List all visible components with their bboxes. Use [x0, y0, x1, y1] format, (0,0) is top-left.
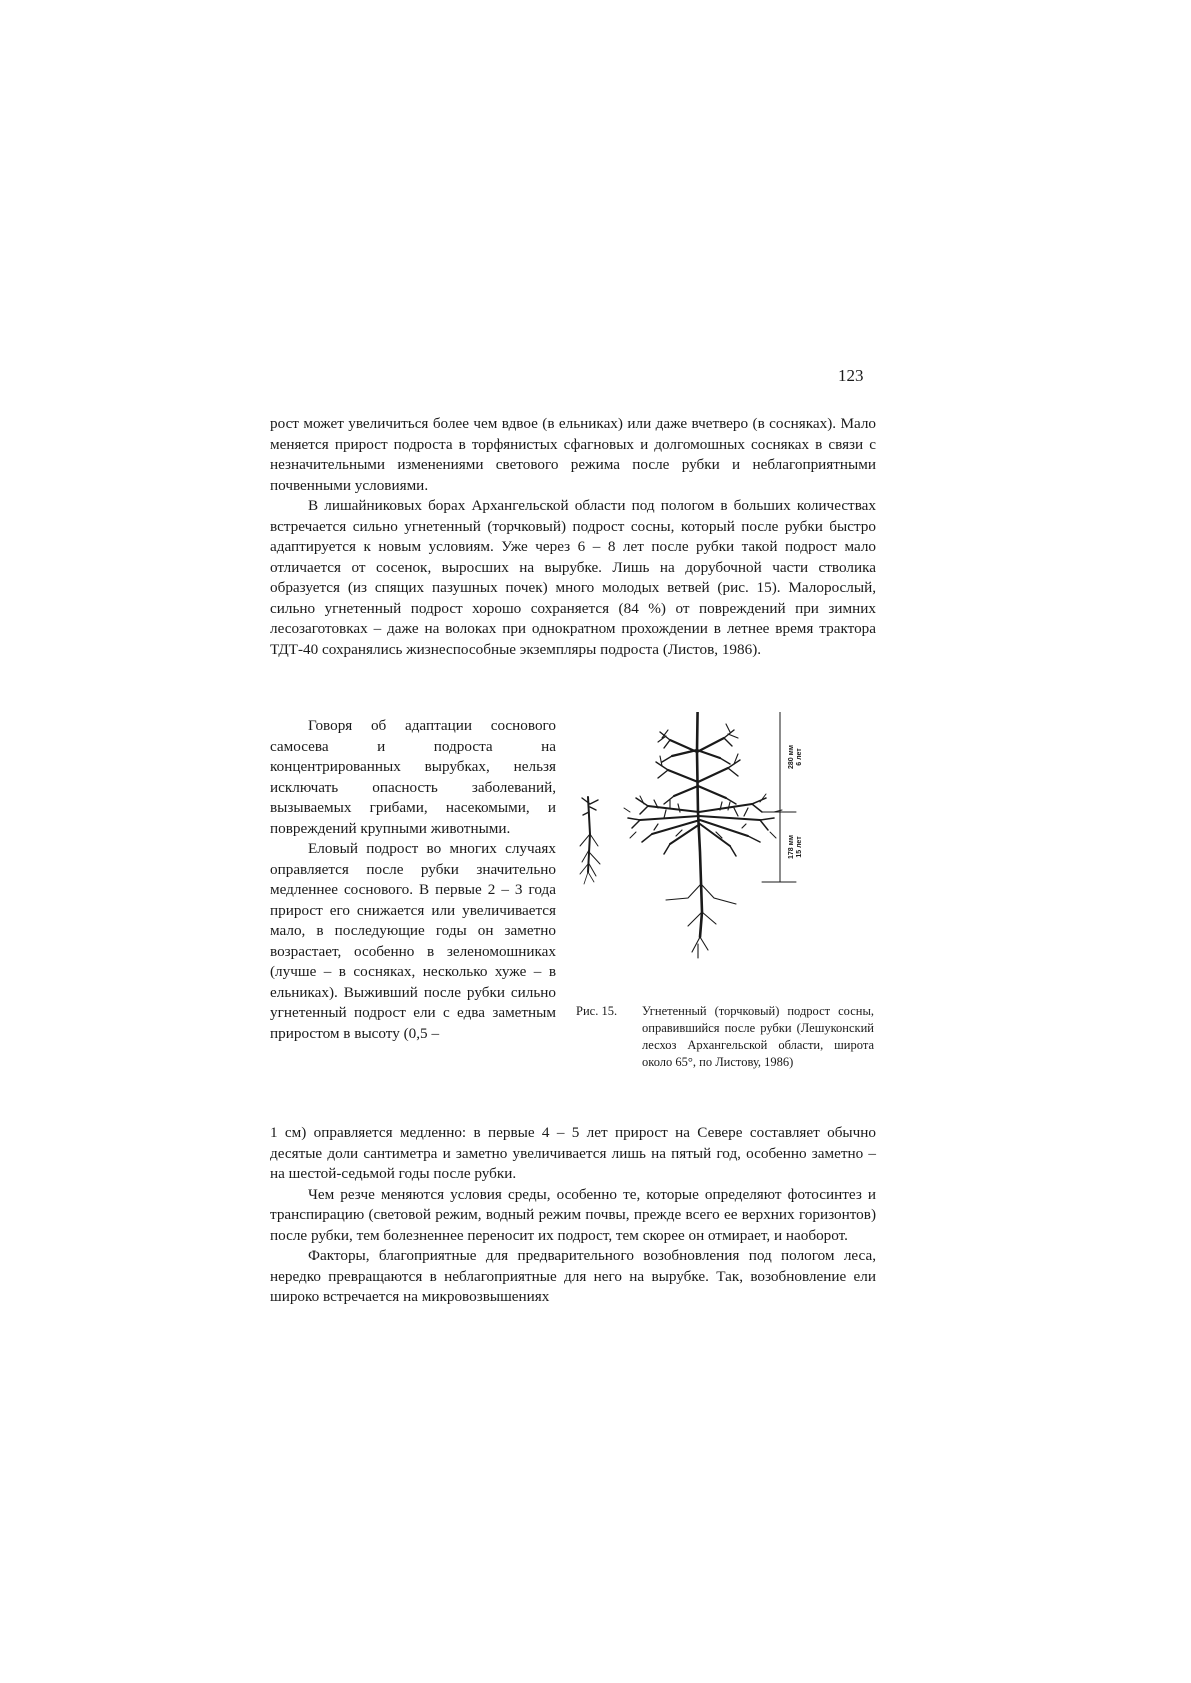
paragraph: Чем резче меняются условия среды, особенно те, которые определяют фотосинтез и транспирацию (световой режим, водный режим почвы, прежде всего ее верхних горизонтов) после рубки, тем болезненнее переносит их подрост, тем скорее он отмирает, и наоборот. [270, 1185, 876, 1244]
pine-sapling-illustration [570, 712, 880, 1002]
dimension-label-lower: 178 мм [788, 835, 795, 859]
dimension-years-upper: 6 лет [796, 748, 803, 766]
paragraph: Говоря об адаптации соснового самосева и подроста на концентрированных вырубках, нельзя исключать опасность заболеваний, вызываемых грибами, насекомыми, и повреждений крупными животными. [270, 717, 556, 837]
paragraph: Факторы, благоприятные для предварительного возобновления под пологом леса, нередко превращаются в неблагоприятные для него на вырубке. Так, возобновление ели широко встречается на микровозвышениях [270, 1247, 876, 1305]
page-number: 123 [838, 366, 864, 385]
bottom-text-block [270, 1123, 876, 1308]
dimension-years-lower: 15 лет [796, 836, 803, 858]
figure-caption-text: Угнетенный (торчковый) подрост сосны, оправившийся после рубки (Лешуконский лесхоз Архангельской области, широта около 65°, по Листову, 1986) [642, 1004, 874, 1069]
dimension-label-upper: 280 мм [788, 745, 795, 769]
top-text-block [270, 414, 876, 660]
paragraph: рост может увеличиться более чем вдвое (в ельниках) или даже вчетверо (в сосняках). Мало меняется прирост подроста в торфянистых сфагновых и долгомошных сосняках в связи с незначительными изменениями светового режима после рубки и неблагоприятными почвенными условиями. [270, 415, 876, 494]
figure-label: Рис. 15. [576, 1004, 618, 1018]
pine-tree-drawing [624, 712, 782, 958]
dimension-markers [706, 712, 796, 882]
small-sapling-drawing [580, 797, 600, 884]
paragraph: 1 см) оправляется медленно: в первые 4 – 5 лет прирост на Севере составляет обычно десятые доли сантиметра и заметно увеличивается лишь на пятый год, особенно заметно – на шестой-седьмой годы после рубки. [270, 1124, 876, 1182]
paragraph: Еловый подрост во многих случаях оправляется после рубки значительно медленнее соснового. В первые 2 – 3 года прирост его снижается или увеличивается мало, в последующие годы он заметно возрастает, особенно в зеленомошниках (лучше – в сосняках, несколько хуже – в ельниках). Выживший после рубки сильно угнетенный подрост ели с едва заметным приростом в высоту (0,5 – [270, 840, 556, 1042]
paragraph: В лишайниковых борах Архангельской области под пологом в больших количествах встречается сильно угнетенный (торчковый) подрост сосны, который после рубки быстро адаптируется к новым условиям. Уже через 6 – 8 лет после рубки такой подрост мало отличается от сосенок, выросших на вырубке. Лишь на дорубочной части стволика образуется (из спящих пазушных почек) много молодых ветвей (рис. 15). Малорослый, сильно угнетенный подрост хорошо сохраняется (84 %) от повреждений при зимних лесозаготовках – даже на волоках при однократном прохождении в летнее время трактора ТДТ-40 сохранялись жизнеспособные экземпляры подроста (Листов, 1986). [270, 497, 876, 658]
wrapped-text-block [270, 716, 556, 1044]
figure-15 [570, 712, 880, 1002]
